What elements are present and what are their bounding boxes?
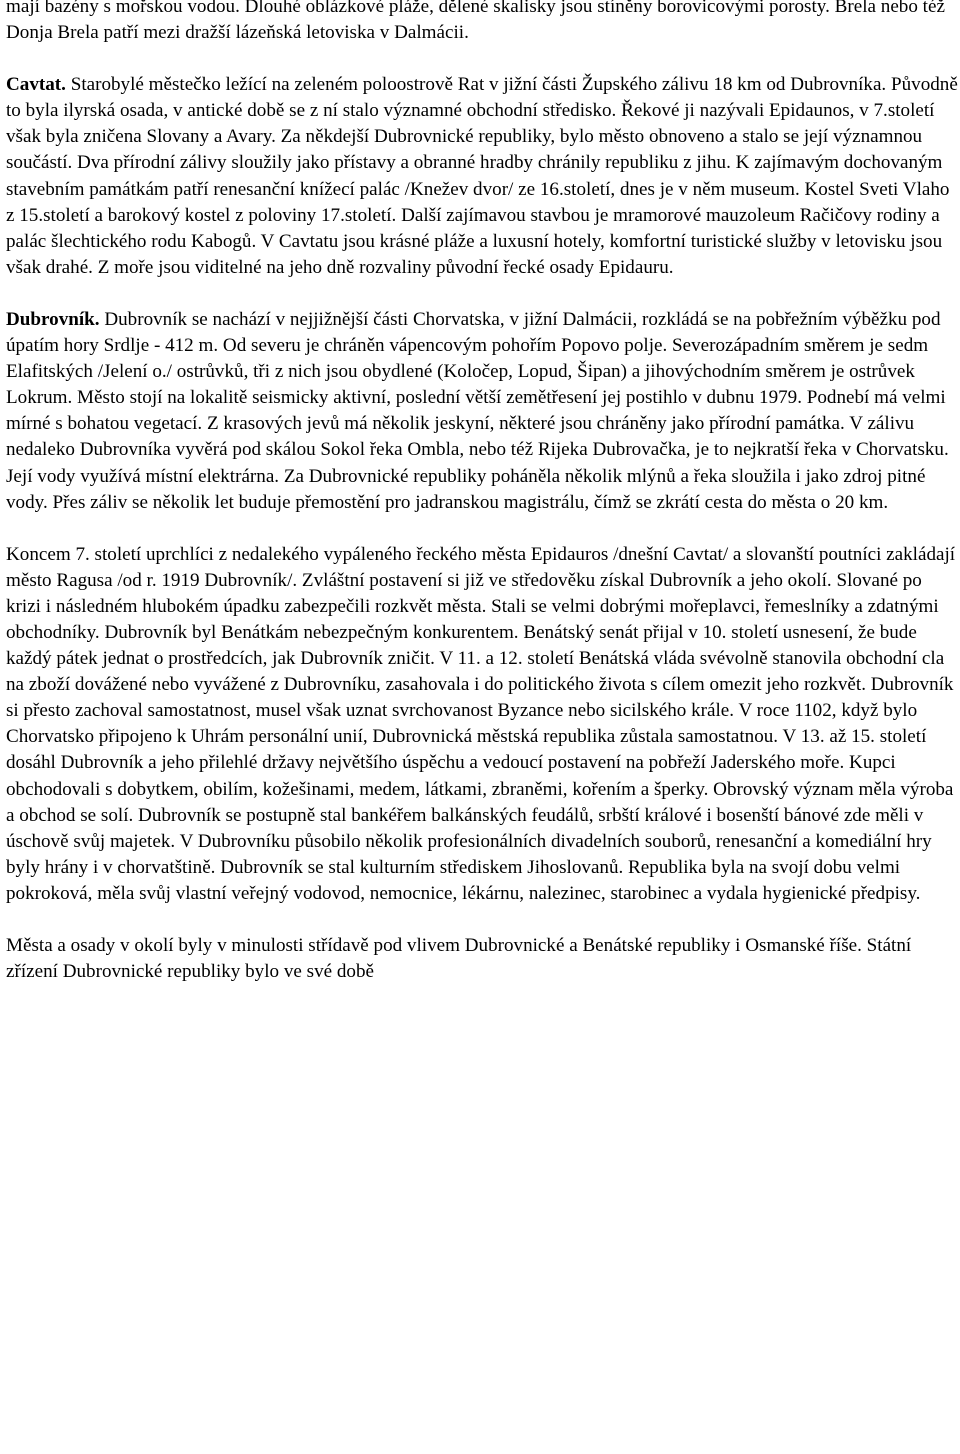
paragraph-dubrovnik: [6, 307, 958, 516]
paragraph-lead: Cavtat.: [6, 74, 66, 96]
paragraph-text: mají bazény s mořskou vodou. Dlouhé oblázkové pláže, dělené skalisky jsou stíněny borovicovými porosty. Brela nebo též Donja Brela patří mezi dražší lázeňská letoviska v Dalmácii.: [6, 0, 945, 44]
document-page: [6, 0, 958, 985]
paragraph-text: Města a osady v okolí byly v minulosti střídavě pod vlivem Dubrovnické a Benátské republiky i Osmanské říše. Státní zřízení Dubrovnické republiky bylo ve své době: [6, 935, 912, 983]
paragraph-lead: Dubrovník.: [6, 308, 100, 330]
paragraph-text: Koncem 7. století uprchlíci z nedalekého vypáleného řeckého města Epidauros /dnešní Cavtat/ a slovanští poutníci zakládají město Ragusa /od r. 1919 Dubrovník/. Zvláštní postavení si již ve středověku získal Dubrovník a jeho okolí. Slované po krizi i následném hlubokém úpadku zabezpečili rozkvět města. Stali se velmi dobrými mořeplavci, řemeslníky a zdatnými obchodníky. Dubrovník byl Benátkám nebezpečným konkurentem. Benátský senát přijal v 10. století usnesení, že bude každý pátek jednat o prostředcích, jak Dubrovník zničit. V 11. a 12. století Benátská vláda svévolně stanovila obchodní cla na zboží dovážené nebo vyvážené z Dubrovníku, zasahovala i do politického života s cílem omezit jeho rozkvět. Dubrovník si přesto zachoval samostatnost, musel však uznat svrchovanost Byzance nebo sicilského krále. V roce 1102, když bylo Chorvatsko připojeno k Uhrám personální unií, Dubrovnická městská republika zůstala samostatnou. V 13. až 15. století dosáhl Dubrovník a jeho přilehlé državy největšího úspěchu a vedoucí postavení na pobřeží Jaderského moře. Kupci obchodovali s dobytkem, obilím, kožešinami, medem, látkami, zbraněmi, kořením a šperky. Obrovský význam měla výroba a obchod se solí. Dubrovník se postupně stal bankéřem balkánských feudálů, srbští králové i bosenští bánové zde měli v úschově svůj majetek. V Dubrovníku působilo několik profesionálních divadelních souborů, renesanční a komediální hry byly hrány i v chorvatštině. Dubrovník se stal kulturním střediskem Jihoslovanů. Republika byla na svojí dobu velmi pokroková, měla svůj vlastní veřejný vodovod, nemocnice, lékárnu, nalezinec, starobinec a vydala hygienické předpisy.: [6, 543, 956, 904]
paragraph-text: Dubrovník se nachází v nejjižnější části Chorvatska, v jižní Dalmácii, rozkládá se na pobřežním výběžku pod úpatím hory Srdlje - 412 m. Od severu je chráněn vápencovým pohořím Popovo polje. Severozápadním směrem je sedm Elafitských /Jelení o./ ostrůvků, tři z nich jsou obydlené (Koločep, Lopud, Šipan) a jihovýchodním směrem je ostrůvek Lokrum. Město stojí na lokalitě seismicky aktivní, poslední větší zemětřesení jej postihlo v dubnu 1979. Podnebí má velmi mírné s bohatou vegetací. Z krasových jevů má několik jeskyní, některé jsou chráněny jako přírodní památka. V zálivu nedaleko Dubrovníka vyvěrá pod skálou Sokol řeka Ombla, nebo též Rijeka Dubrovačka, je to nejkratší řeka v Chorvatsku. Její vody využívá místní elektrárna. Za Dubrovnické republiky poháněla několik mlýnů a řeka sloužila i jako zdroj pitné vody. Přes záliv se několik let buduje přemostění pro jadranskou magistrálu, čímž se zkrátí cesta do města o 20 km.: [6, 308, 949, 513]
paragraph-surroundings: [6, 933, 958, 985]
paragraph-brela-continued: [6, 0, 958, 46]
paragraph-history: [6, 542, 958, 907]
paragraph-text: Starobylé městečko ležící na zeleném poloostrově Rat v jižní části Župského zálivu 18 km od Dubrovníka. Původně to byla ilyrská osada, v antické době se z ní stalo významné obchodní středisko. Řekové ji nazývali Epidaunos, v 7.století však byla zničena Slovany a Avary. Za někdejší Dubrovnické republiky, bylo město obnoveno a stalo se její významnou součástí. Dva přírodní zálivy sloužily jako přístavy a obranné hradby chránily republiku z jihu. K zajímavým dochovaným stavebním památkám patří renesanční knížecí palác /Knežev dvor/ ze 16.století, dnes je v něm museum. Kostel Sveti Vlaho z 15.století a barokový kostel z poloviny 17.století. Další zajímavou stavbou je mramorové mauzoleum Račičovy rodiny a palác šlechtického rodu Kabogů. V Cavtatu jsou krásné pláže a luxusní hotely, komfortní turistické služby v letovisku jsou však drahé. Z moře jsou viditelné na jeho dně rozvaliny původní řecké osady Epidauru.: [6, 74, 958, 278]
paragraph-cavtat: [6, 72, 958, 281]
